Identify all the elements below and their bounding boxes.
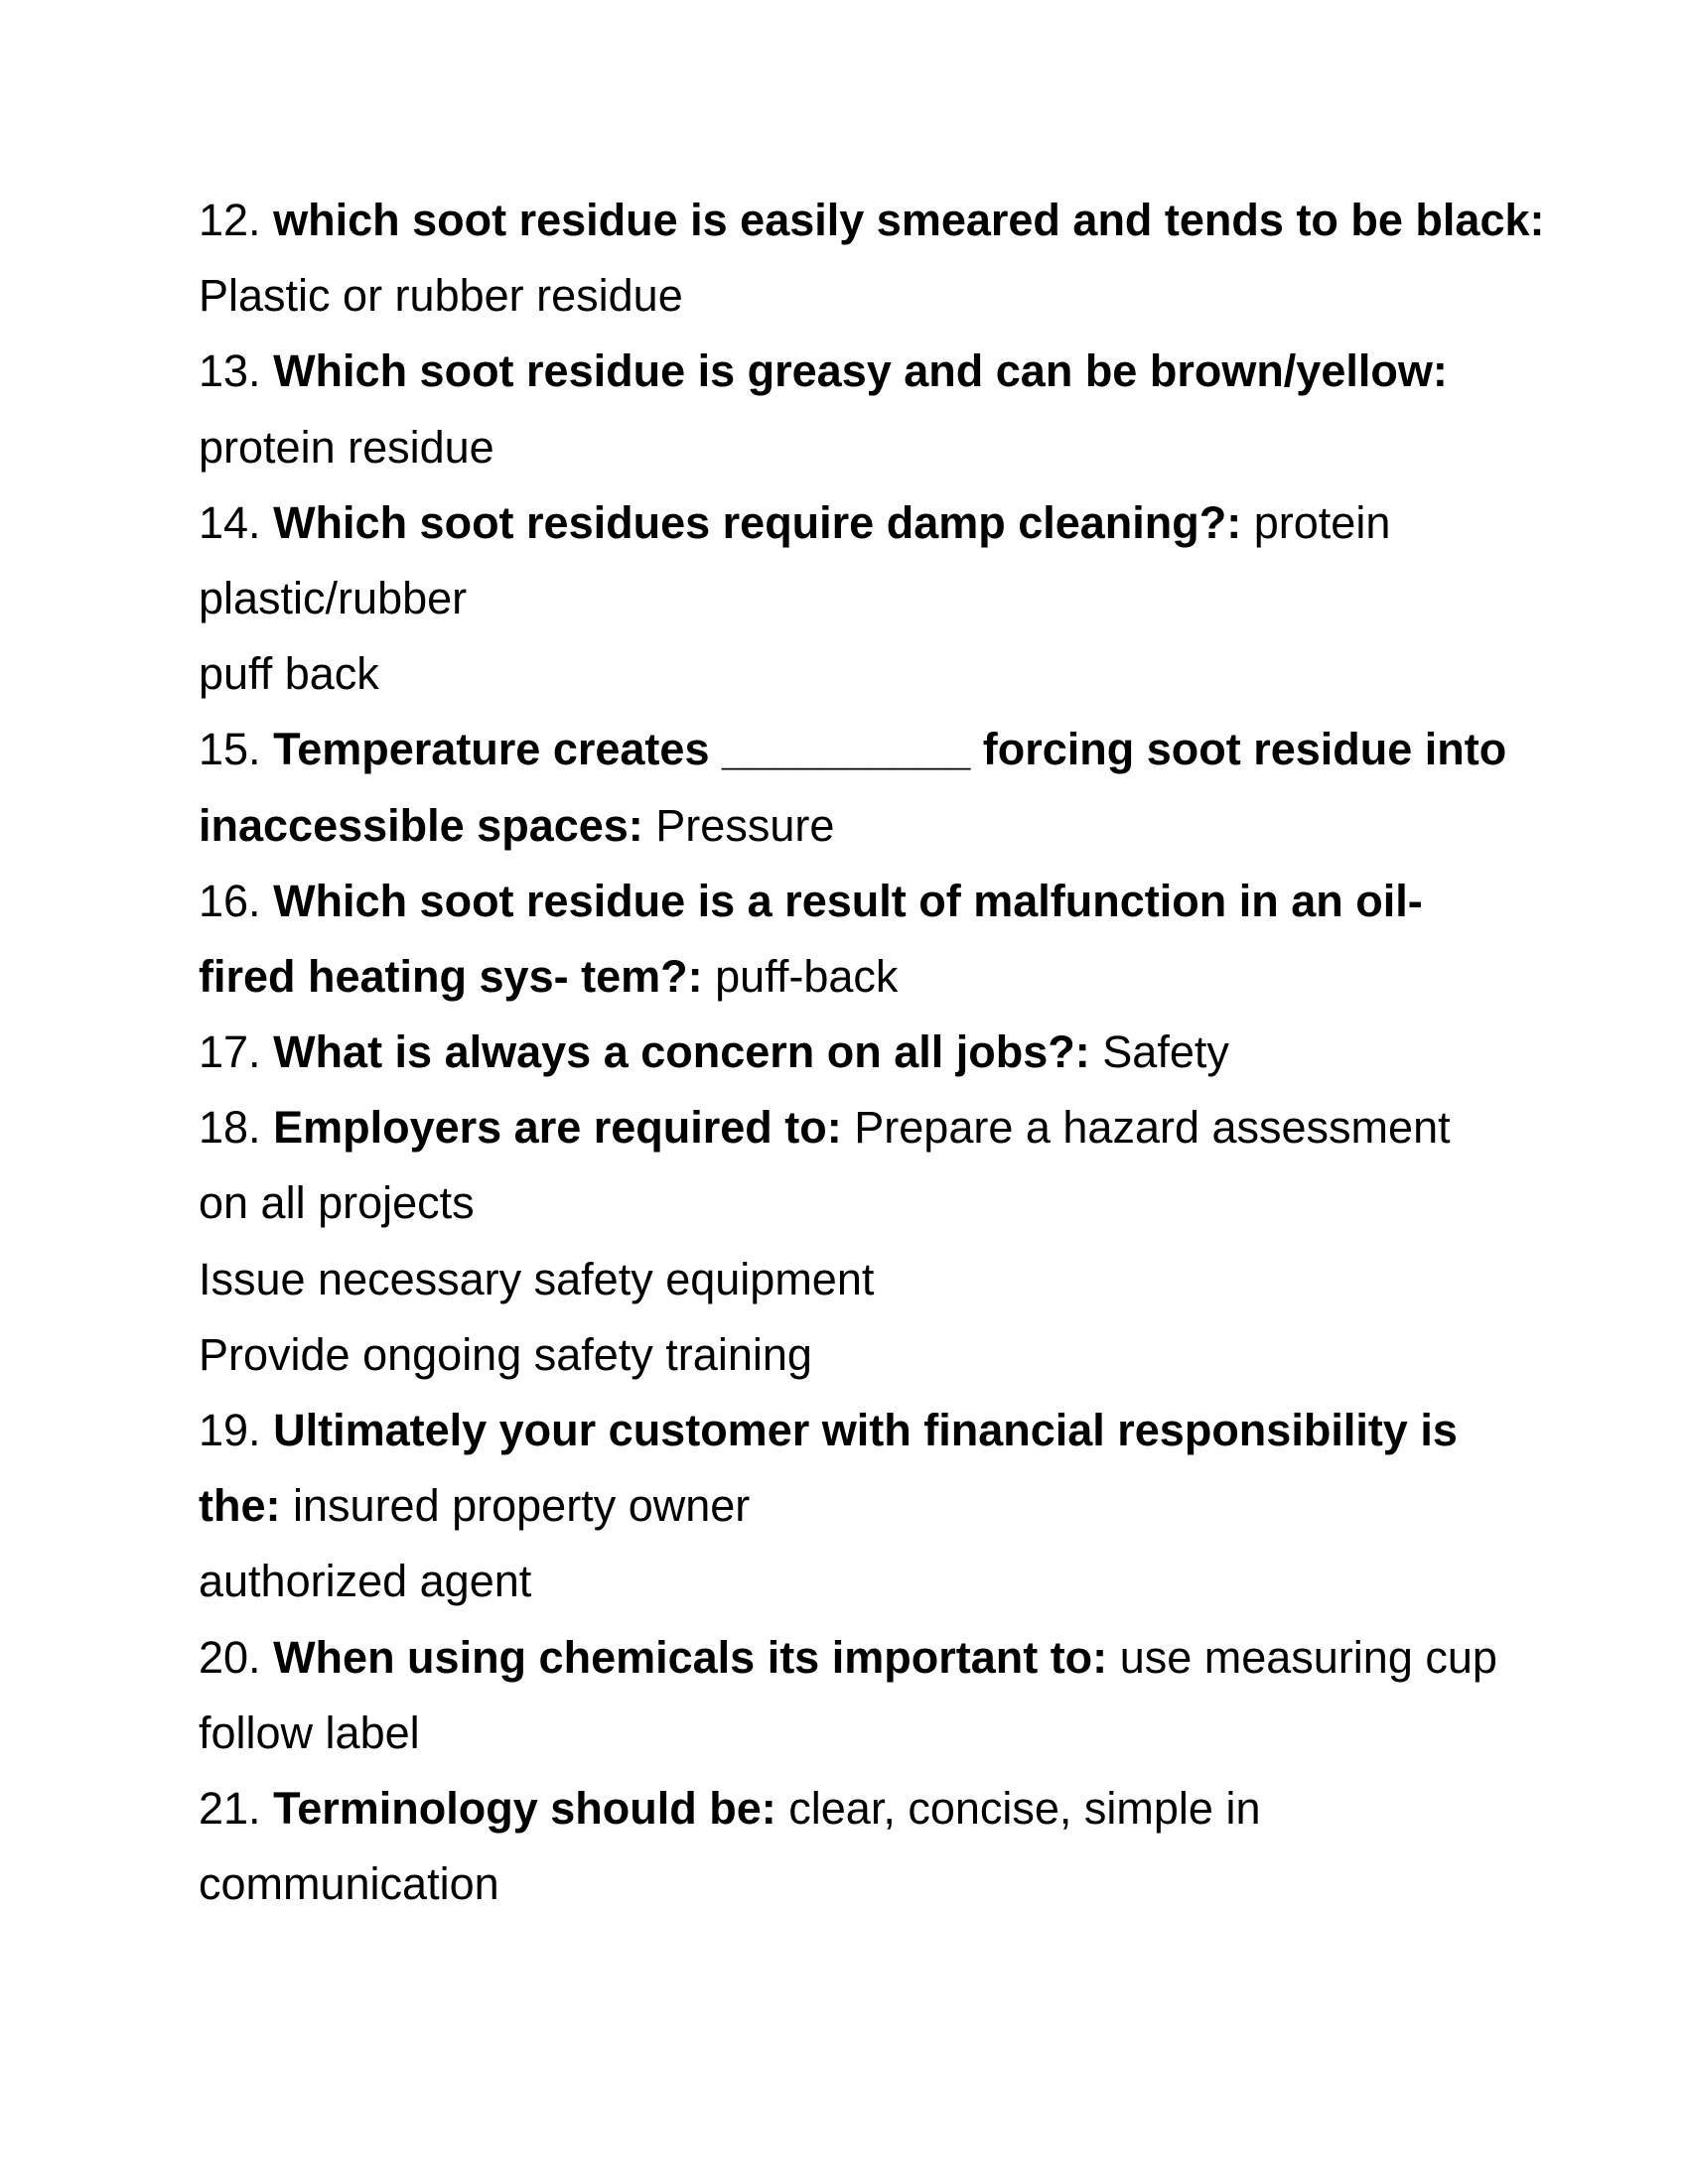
answer-18-line-3: Provide ongoing safety training (199, 1328, 812, 1380)
question-number: 20. (199, 1631, 261, 1683)
question-16-continued (199, 939, 1519, 1015)
answer-21-line-1: communication (199, 1858, 499, 1910)
question-number: 19. (199, 1405, 261, 1455)
answer-18-line-2: Issue necessary safety equipment (199, 1253, 875, 1304)
question-text: When using chemicals its important to: (273, 1631, 1108, 1683)
answer-inline: Safety (1102, 1026, 1229, 1078)
answer-14-line-2: puff back (199, 648, 379, 700)
question-number: 21. (199, 1782, 261, 1834)
question-text: Terminology should be: (273, 1782, 776, 1834)
question-14 (199, 485, 1519, 561)
answer-20-line-1: follow label (199, 1706, 420, 1758)
question-number: 14. (199, 496, 261, 548)
question-19-continued (199, 1468, 1519, 1544)
question-text: fired heating sys- tem?: (199, 950, 703, 1002)
answer-inline: insured property owner (293, 1480, 751, 1532)
answer-inline: Prepare a hazard assessment (854, 1102, 1451, 1154)
question-text: Ultimately your customer with financial responsibility is (273, 1405, 1458, 1455)
question-text: What is always a concern on all jobs?: (273, 1026, 1090, 1078)
answer-inline: use measuring cup (1119, 1631, 1497, 1683)
question-21 (199, 1771, 1519, 1846)
question-12 (199, 183, 1545, 258)
question-text: Temperature creates __________ forcing soot residue into (273, 724, 1507, 775)
answer-inline: clear, concise, simple in (788, 1782, 1261, 1834)
answer-13: protein residue (199, 421, 494, 473)
question-18 (199, 1090, 1519, 1165)
question-13 (199, 334, 1519, 409)
question-number: 13. (199, 345, 261, 397)
question-text: Which soot residue is greasy and can be brown/yellow: (273, 345, 1448, 397)
question-number: 17. (199, 1026, 261, 1078)
answer-12: Plastic or rubber residue (199, 270, 683, 322)
answer-inline: puff-back (715, 950, 899, 1002)
answer-19-line-1: authorized agent (199, 1556, 532, 1607)
question-text: which soot residue is easily smeared and tends to be black: (273, 195, 1545, 245)
question-15 (199, 712, 1519, 787)
question-text: the: (199, 1480, 281, 1532)
answer-14-line-1: plastic/rubber (199, 572, 468, 623)
answer-18-line-1: on all projects (199, 1177, 475, 1229)
question-15-continued (199, 788, 1519, 864)
question-number: 15. (199, 724, 261, 775)
question-number: 16. (199, 875, 261, 926)
question-16 (199, 864, 1519, 939)
question-text: Which soot residues require damp cleaning?: (273, 496, 1242, 548)
question-text: Employers are required to: (273, 1102, 842, 1154)
document-page (199, 183, 1545, 1922)
question-text: inaccessible spaces: (199, 799, 643, 851)
answer-inline: protein (1253, 496, 1391, 548)
question-19 (199, 1393, 1519, 1468)
question-number: 12. (199, 195, 261, 245)
question-number: 18. (199, 1102, 261, 1154)
answer-inline: Pressure (655, 799, 835, 851)
question-20 (199, 1620, 1519, 1696)
question-17 (199, 1015, 1519, 1090)
question-text: Which soot residue is a result of malfunction in an oil- (273, 875, 1423, 926)
